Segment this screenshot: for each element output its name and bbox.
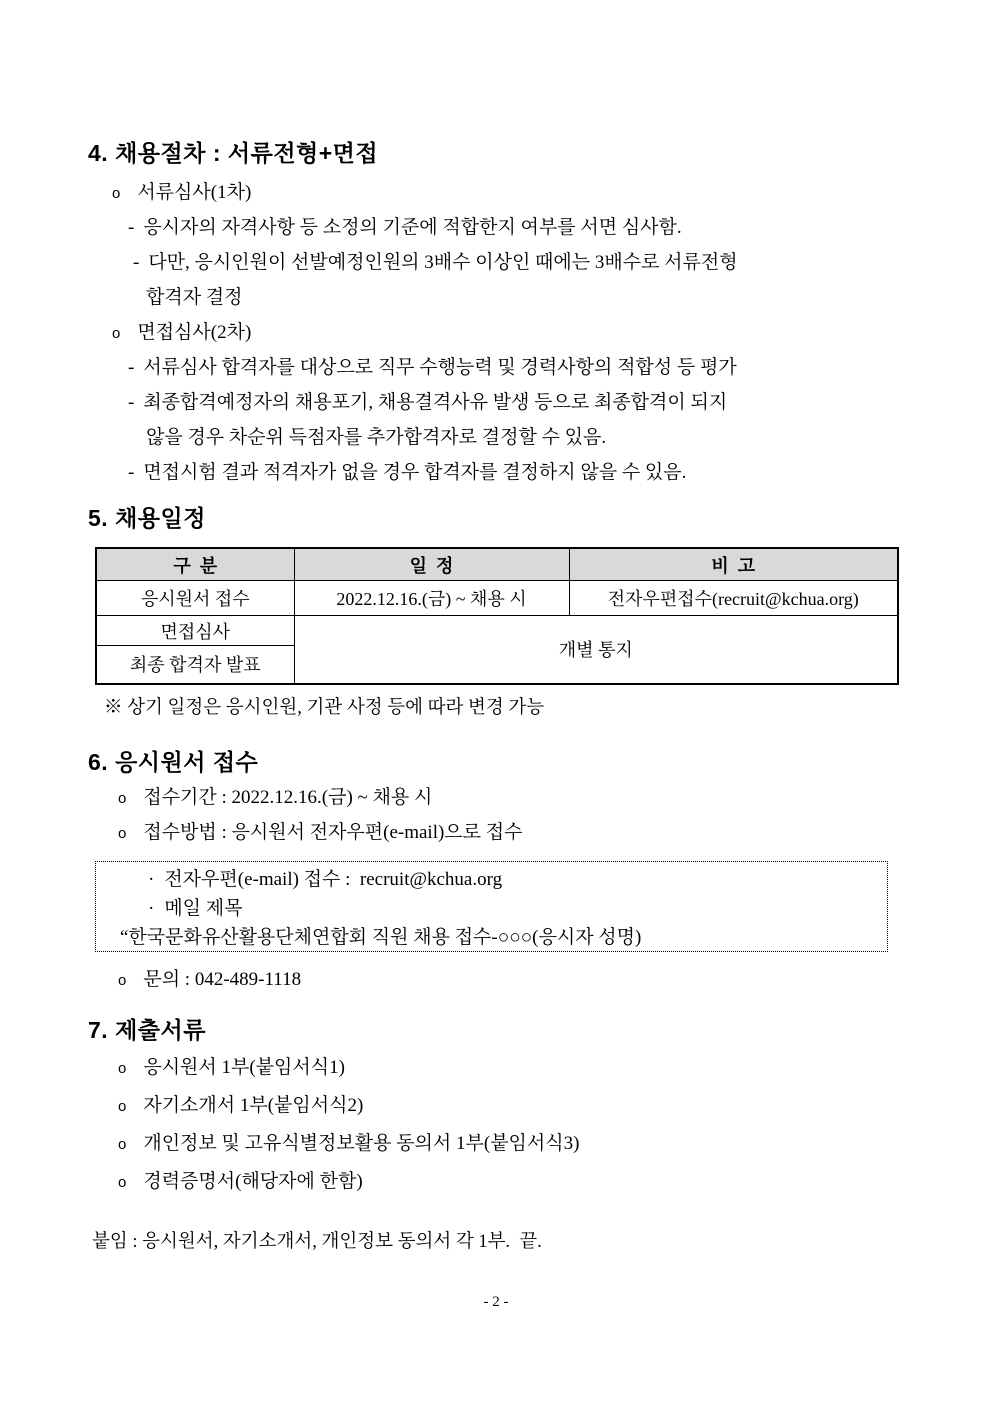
table-cell: 면접심사 [96,616,294,646]
table-row [96,581,898,616]
box-line-text: 메일 제목 [164,898,243,919]
dash-bullet: - [133,252,140,273]
list-item [0,1049,992,1087]
list-item [0,1125,992,1163]
section4-heading: 4. 채용절차 : 서류전형+면접 [88,140,379,166]
box-line [96,923,887,952]
box-line-text: “한국문화유산활용단체연합회 직원 채용 접수-○○○(응시자 성명) [120,927,642,948]
list-item [0,815,992,850]
circle-bullet: o [118,972,127,989]
circle-bullet: o [118,825,127,842]
circle-bullet: o [118,1060,127,1077]
list-item-text: 개인정보 및 고유식별정보활용 동의서 1부(붙임서식3) [143,1133,580,1154]
page-number: - 2 - [483,1294,509,1310]
table-cell: 2022.12.16.(금) ~ 채용 시 [294,581,569,616]
list-item-text: 합격자 결정 [146,287,243,308]
list-item [0,1087,992,1125]
contact-text: 문의 : 042-489-1118 [143,969,302,990]
table-cell-merged: 개별 통지 [294,616,898,684]
table-cell: 전자우편접수(recruit@kchua.org) [569,581,898,616]
dot-bullet: · [148,898,155,919]
list-item-text: 면접심사(2차) [137,322,252,343]
list-item [0,962,992,997]
list-item-text: 응시자의 자격사항 등 소정의 기준에 적합한지 여부를 서면 심사함. [143,217,682,238]
list-item-text: 서류심사(1차) [137,182,252,203]
table-header-category: 구 분 [96,548,294,581]
list-item-text: 않을 경우 차순위 득점자를 추가합격자로 결정할 수 있음. [146,427,607,448]
dash-bullet: - [128,462,135,483]
circle-bullet: o [112,325,121,342]
section6-heading: 6. 응시원서 접수 [88,749,259,775]
section7-heading: 7. 제출서류 [88,1017,206,1043]
dot-bullet: · [148,869,155,890]
schedule-note [104,694,544,722]
list-item [0,455,992,490]
dash-bullet: - [128,357,135,378]
circle-bullet: o [118,1136,127,1153]
note-mark: ※ [104,698,128,718]
circle-bullet: o [118,790,127,807]
list-item-text: 응시원서 1부(붙임서식1) [143,1057,345,1078]
schedule-table [95,547,899,685]
list-item-continuation [0,280,992,315]
dash-bullet: - [128,392,135,413]
circle-bullet: o [112,185,121,202]
table-row [96,616,898,646]
list-item-text: 최종합격예정자의 채용포기, 채용결격사유 발생 등으로 최종합격이 되지 [143,392,728,413]
list-item [0,175,992,210]
list-item-text: 경력증명서(해당자에 한함) [143,1171,363,1192]
list-item [0,1163,992,1201]
circle-bullet: o [118,1098,127,1115]
list-item-text: 접수기간 : 2022.12.16.(금) ~ 채용 시 [143,787,433,808]
list-item [0,210,992,245]
list-item [0,385,992,420]
email-info-box [95,861,888,952]
table-header-schedule: 일 정 [294,548,569,581]
list-item-text: 자기소개서 1부(붙임서식2) [143,1095,364,1116]
box-line [96,894,887,923]
list-item [0,780,992,815]
table-cell: 최종 합격자 발표 [96,646,294,684]
box-line [96,865,887,894]
list-item-text: 면접시험 결과 적격자가 없을 경우 합격자를 결정하지 않을 수 있음. [143,462,687,483]
dash-bullet: - [128,217,135,238]
section5-heading: 5. 채용일정 [88,505,206,531]
note-text: 상기 일정은 응시인원, 기관 사정 등에 따라 변경 가능 [127,698,545,718]
list-item [0,315,992,350]
list-item-continuation [0,420,992,455]
circle-bullet: o [118,1174,127,1191]
list-item-text: 접수방법 : 응시원서 전자우편(e-mail)으로 접수 [143,822,523,843]
attachment-note: 붙임 : 응시원서, 자기소개서, 개인정보 동의서 각 1부. 끝. [92,1232,542,1252]
table-cell: 응시원서 접수 [96,581,294,616]
table-header-row [96,548,898,581]
table-header-remarks: 비 고 [569,548,898,581]
list-item-text: 서류심사 합격자를 대상으로 직무 수행능력 및 경력사항의 적합성 등 평가 [143,357,737,378]
box-line-text: 전자우편(e-mail) 접수 : recruit@kchua.org [164,869,503,890]
list-item [0,350,992,385]
list-item [0,245,992,280]
list-item-text: 다만, 응시인원이 선발예정인원의 3배수 이상인 때에는 3배수로 서류전형 [148,252,738,273]
